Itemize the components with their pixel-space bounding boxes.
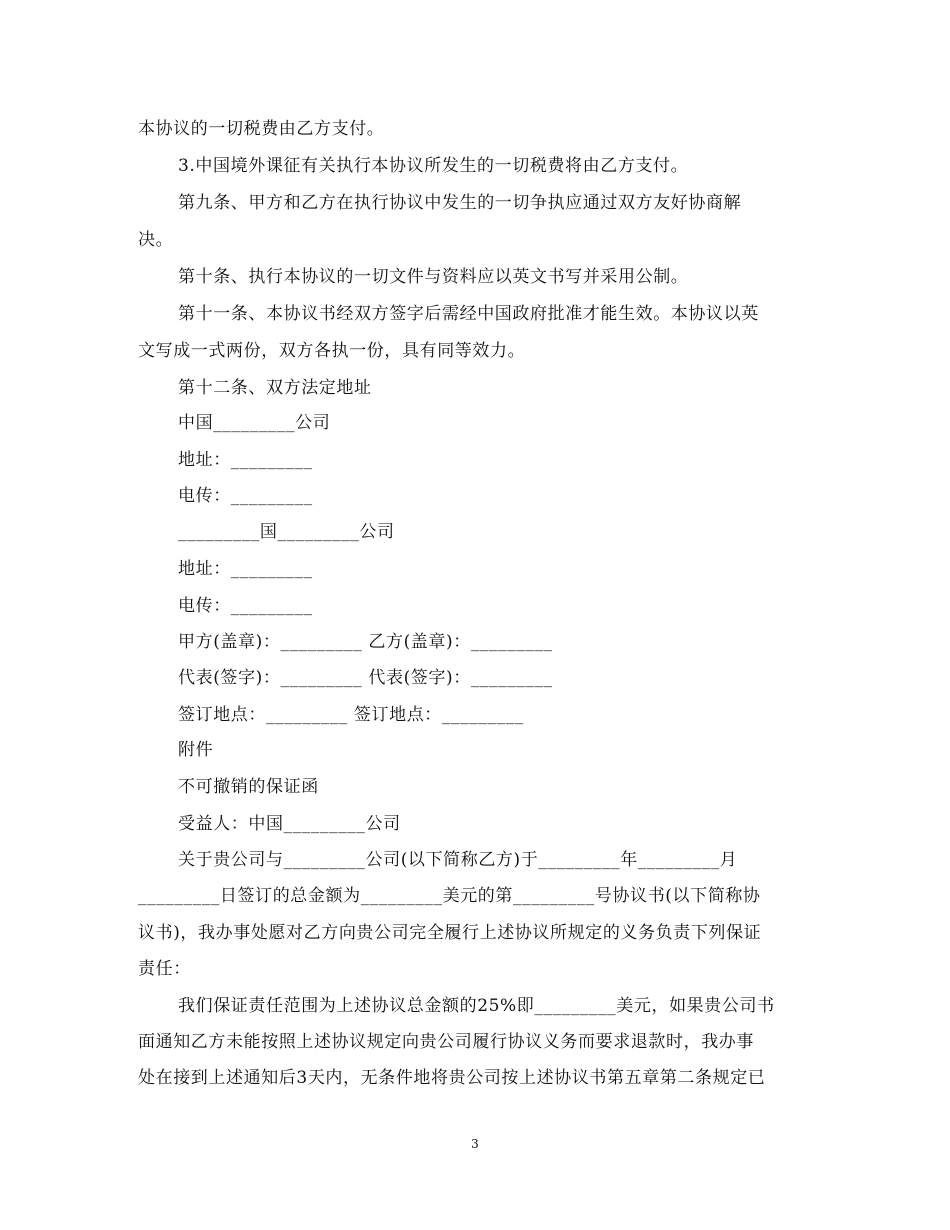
text-line: 处在接到上述通知后3天内，无条件地将贵公司按上述协议书第五章第二条规定已 (138, 1068, 766, 1088)
signature-line: 签订地点：_________ 签订地点：_________ (178, 705, 524, 725)
signature-line: 甲方(盖章)：_________ 乙方(盖章)：_________ (178, 632, 553, 652)
section-heading: 第十二条、双方法定地址 (178, 378, 372, 398)
text-line: 面通知乙方未能按照上述协议规定向贵公司履行协议义务而要求退款时，我办事 (138, 1032, 754, 1052)
attachment-title: 不可撤销的保证函 (178, 777, 319, 797)
text-line: 第十条、执行本协议的一切文件与资料应以英文书写并采用公制。 (178, 267, 689, 287)
text-line: _________国_________公司 (178, 522, 395, 542)
text-line: 文写成一式两份，双方各执一份，具有同等效力。 (138, 341, 526, 361)
text-line: 我们保证责任范围为上述协议总金额的25%即_________美元，如果贵公司书 (178, 996, 775, 1016)
text-line: 受益人：中国_________公司 (178, 814, 401, 834)
text-line: _________日签订的总金额为_________美元的第_________号协议书(以下简称协 (138, 886, 761, 906)
signature-line: 代表(签字)：_________ 代表(签字)：_________ (178, 668, 553, 688)
text-line: 决。 (138, 230, 174, 250)
text-line: 议书)，我办事处愿对乙方向贵公司完全履行上述协议所规定的义务负责下列保证 (138, 923, 762, 943)
text-line: 3.中国境外课征有关执行本协议所发生的一切税费将由乙方支付。 (178, 156, 689, 176)
text-line: 中国_________公司 (178, 413, 331, 433)
text-line: 第九条、甲方和乙方在执行协议中发生的一切争执应通过双方友好协商解 (178, 193, 742, 213)
text-line: 第十一条、本协议书经双方签字后需经中国政府批准才能生效。本协议以英 (178, 304, 759, 324)
page-number: 3 (471, 1137, 479, 1151)
text-line: 关于贵公司与_________公司(以下简称乙方)于_________年_________月 (178, 850, 738, 870)
attachment-heading: 附件 (178, 740, 214, 760)
text-line: 责任： (138, 959, 191, 979)
text-line: 地址：_________ (178, 450, 313, 470)
text-line: 电传：_________ (178, 486, 313, 506)
text-line: 电传：_________ (178, 596, 313, 616)
text-line: 本协议的一切税费由乙方支付。 (138, 119, 385, 139)
text-line: 地址：_________ (178, 559, 313, 579)
